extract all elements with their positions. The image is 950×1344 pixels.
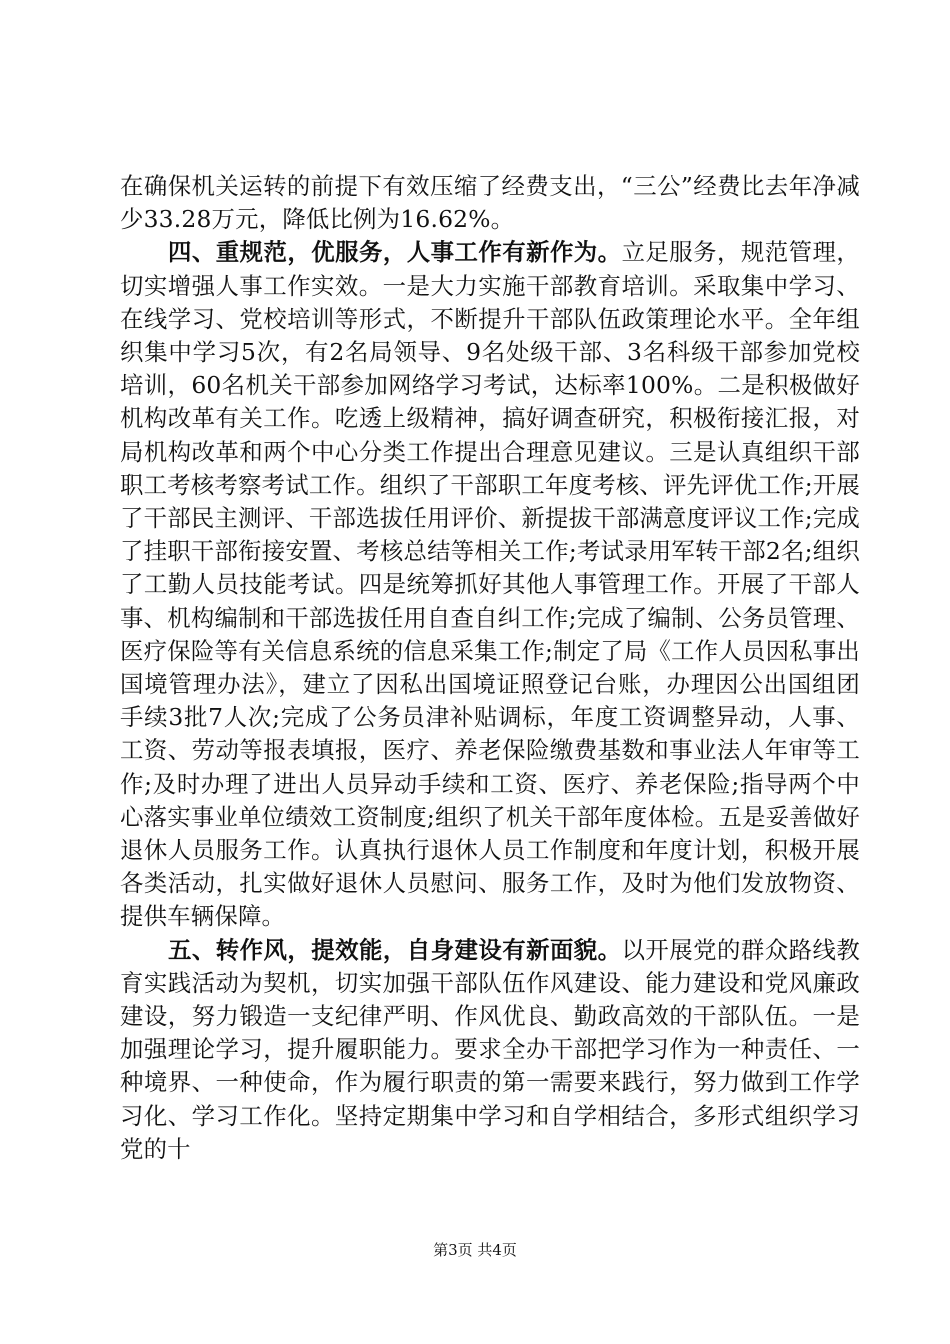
paragraph-3-text: 以开展党的群众路线教育实践活动为契机，切实加强干部队伍作风建设、能力建设和党风廉政建设，努力锻造一支纪律严明、作风优良、勤政高效的干部队伍。一是加强理论学习，提升履职能力。要求全办干部把学习作为一种责任、一种境界、一种使命，作为履行职责的第一需要来践行，努力做到工作学习化、学习工作化。坚持定期集中学习和自学相结合，多形式组织学习党的十	[120, 935, 860, 1163]
paragraph-2-heading: 四、重规范，优服务，人事工作有新作为。	[168, 238, 622, 267]
paragraph-1-text: 在确保机关运转的前提下有效压缩了经费支出，“三公”经费比去年净减少33.28万元，降低比例为16.62%。	[120, 172, 860, 234]
paragraph-2-text: 立足服务，规范管理，切实增强人事工作实效。一是大力实施干部教育培训。采取集中学习、在线学习、党校培训等形式，不断提升干部队伍政策理论水平。全年组织集中学习5次，有2名局领导、9名处级干部、3名科级干部参加党校培训，60名机关干部参加网络学习考试，达标率100%。二是积极做好机构改革有关工作。吃透上级精神，搞好调查研究，积极衔接汇报，对局机构改革和两个中心分类工作提出合理意见建议。三是认真组织干部职工考核考察考试工作。组织了干部职工年度考核、评先评优工作;开展了干部民主测评、干部选拔任用评价、新提拔干部满意度评议工作;完成了挂职干部衔接安置、考核总结等相关工作;考试录用军转干部2名;组织了工勤人员技能考试。四是统筹抓好其他人事管理工作。开展了干部人事、机构编制和干部选拔任用自查自纠工作;完成了编制、公务员管理、医疗保险等有关信息系统的信息采集工作;制定了局《工作人员因私事出国境管理办法》，建立了因私出国境证照登记台账，办理因公出国组团手续3批7人次;完成了公务员津补贴调标，年度工资调整异动，人事、工资、劳动等报表填报，医疗、养老保险缴费基数和事业法人年审等工作;及时办理了进出人员异动手续和工资、医疗、养老保险;指导两个中心落实事业单位绩效工资制度;组织了机关干部年度体检。五是妥善做好退休人员服务工作。认真执行退休人员工作制度和年度计划，积极开展各类活动，扎实做好退休人员慰问、服务工作，及时为他们发放物资、提供车辆保障。	[120, 238, 860, 931]
paragraph-3	[120, 934, 860, 1166]
paragraph-1	[120, 170, 860, 236]
page-footer: 第3页 共4页	[433, 1241, 517, 1259]
paragraph-2	[120, 236, 860, 933]
document-body	[120, 170, 860, 1166]
paragraph-3-heading: 五、转作风，提效能，自身建设有新面貌。	[168, 935, 622, 964]
